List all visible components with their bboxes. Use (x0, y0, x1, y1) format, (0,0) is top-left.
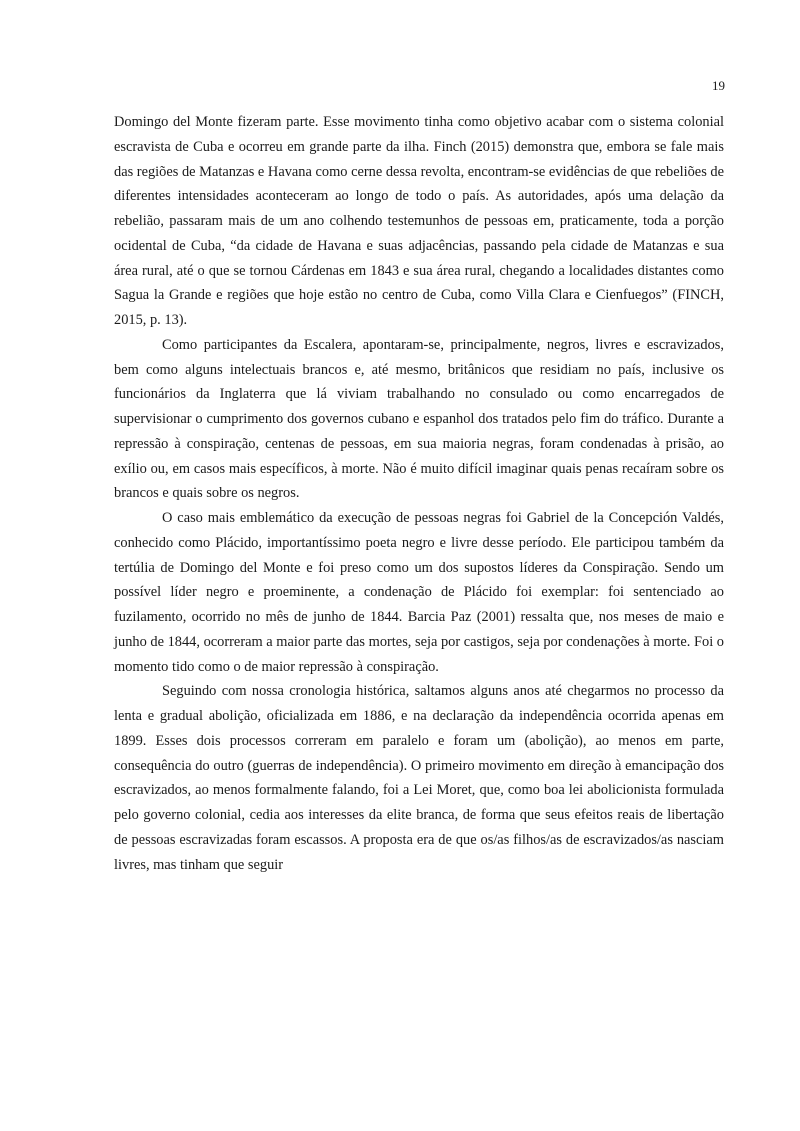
paragraph-escalera-participants: Como participantes da Escalera, apontaram-se, principalmente, negros, livres e escravizados, bem como alguns intelectuais brancos e, até mesmo, britânicos que residiam no país, inclusive os funcionários da Inglaterra que lá viviam trabalhando no consulado ou como encarregados de supervisionar o cumprimento dos governos cubano e espanhol dos tratados pelo fim do tráfico. Durante a repressão à conspiração, centenas de pessoas, em sua maioria negras, foram condenadas à prisão, ao exílio ou, em casos mais específicos, à morte. Não é muito difícil imaginar quais penas recaíram sobre os brancos e quais sobre os negros. (114, 336, 724, 502)
body-text (114, 110, 724, 877)
paragraph-placido: O caso mais emblemático da execução de pessoas negras foi Gabriel de la Concepción Valdés, conhecido como Plácido, importantíssimo poeta negro e livre desse período. Ele participou também da tertúlia de Domingo del Monte e foi preso como um dos supostos líderes da Conspiração. Sendo um possível líder negro e proeminente, a condenação de Plácido foi exemplar: foi sentenciado ao fuzilamento, ocorrido no mês de junho de 1844. Barcia Paz (2001) ressalta que, nos meses de maio e junho de 1844, ocorreram a maior parte das mortes, seja por castigos, seja por condenações à morte. Foi o momento tido como o de maior repressão à conspiração. (114, 510, 724, 675)
paragraph-continuation: Domingo del Monte fizeram parte. Esse movimento tinha como objetivo acabar com o sistema colonial escravista de Cuba e ocorreu em grande parte da ilha. Finch (2015) demonstra que, embora se fale mais das regiões de Matanzas e Havana como cerne dessa revolta, encontram-se evidências de que rebeliões de diferentes intensidades aconteceram ao longo de todo o país. As autoridades, após uma delação da rebelião, passaram mais de um ano colhendo testemunhos de pessoas em, praticamente, toda a porção ocidental de Cuba, “da cidade de Havana e suas adjacências, passando pela cidade de Matanzas e sua área rural, até o que se tornou Cárdenas em 1843 e sua área rural, chegando a localidades distantes como Sagua la Grande e regiões que hoje estão no centro de Cuba, como Villa Clara e Cienfuegos” (FINCH, 2015, p. 13). (114, 114, 724, 328)
page-number: 19 (712, 78, 725, 93)
paragraph-abolition: Seguindo com nossa cronologia histórica, saltamos alguns anos até chegarmos no processo da lenta e gradual abolição, oficializada em 1886, e na declaração da independência ocorrida apenas em 1899. Esses dois processos correram em paralelo e foram um (abolição), ao menos em parte, consequência do outro (guerras de independência). O primeiro movimento em direção à emancipação dos escravizados, ao menos formalmente falando, foi a Lei Moret, que, como boa lei abolicionista formulada pelo governo colonial, cedia aos interesses da elite branca, de forma que seus efeitos reais de libertação de pessoas escravizadas foram escassos. A proposta era de que os/as filhos/as de escravizados/as nasciam livres, mas tinham que seguir (114, 683, 724, 873)
